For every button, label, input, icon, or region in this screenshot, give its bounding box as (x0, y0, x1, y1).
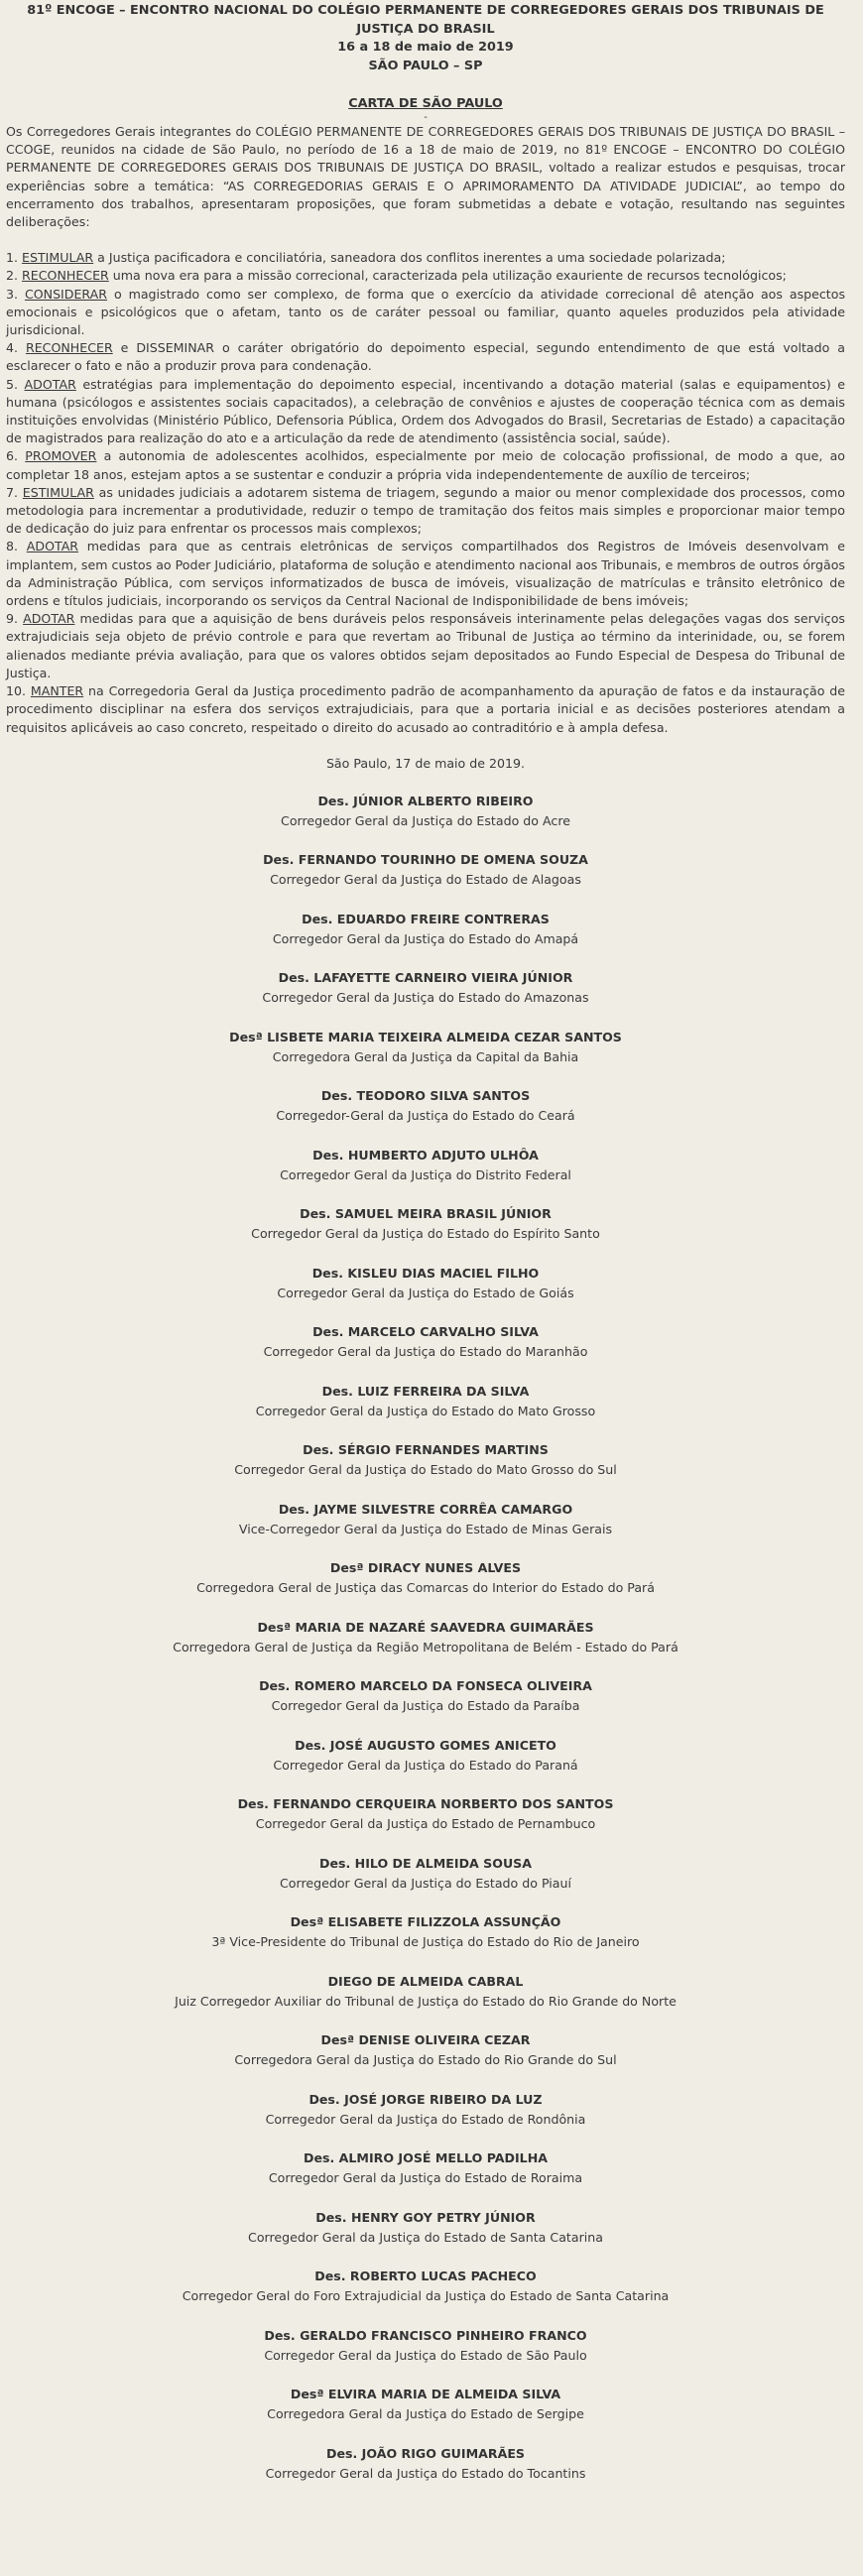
signatory-role: Corregedor Geral da Justiça do Estado do Amapá (272, 930, 579, 946)
signatory-block (6, 1264, 845, 1303)
deliberation-item (6, 286, 845, 340)
signatory-role: Corregedor Geral da Justiça do Estado de São Paulo (264, 2347, 587, 2363)
signatory-name: Des. JÚNIOR ALBERTO RIBEIRO (317, 793, 534, 808)
item-verb: PROMOVER (25, 448, 97, 464)
header-location: SÃO PAULO – SP (368, 58, 483, 73)
signature-date: São Paulo, 17 de maio de 2019. (325, 755, 526, 771)
signatory-role: Corregedora Geral da Justiça do Estado de Sergipe (267, 2406, 584, 2422)
deliberation-item (6, 538, 845, 610)
signatory-role: Corregedor Geral da Justiça do Estado do Tocantins (265, 2465, 586, 2481)
intro-paragraph: Os Corregedores Gerais integrantes do COLÉGIO PERMANENTE DE CORREGEDORES GERAIS DOS TRIBUNAIS DE JUSTIÇA DO BRASIL – CCOGE, reunidos na cidade de São Paulo, no período de 16 a 18 de maio de 2019, no 81º ENCOGE – ENCONTRO DO COLÉGIO PERMANENTE DE CORREGEDORES GERAIS DOS TRIBUNAIS DE JUSTIÇA DO BRASIL, voltado a realizar estudos e pesquisas, trocar experiências sobre a temática: “AS CORREGEDORIAS GERAIS E O APRIMORAMENTO DA ATIVIDADE JUDICIAL”, ao tempo do encerramento dos trabalhos, apresentaram proposições, que foram submetidas a debate e votação, resultando nas seguintes deliberações: (6, 124, 845, 230)
item-text: medidas para que as centrais eletrônicas de serviços compartilhados dos Registros de Imóveis desenvolvam e implantem, sem custos ao Poder Judiciário, plataforma de solução e atendimento nacional aos Tribunais, e membros de outros órgãos da Administração Pública, com serviços informatizados de busca de imóveis, visualização de matrículas e trânsito eletrônico de ordens e títulos judiciais, incorporando os serviços da Central Nacional de Indisponibilidade de bens imóveis; (6, 539, 845, 609)
signatory-role: Juiz Corregedor Auxiliar do Tribunal de Justiça do Estado do Rio Grande do Norte (175, 1993, 677, 2009)
item-text: medidas para que a aquisição de bens duráveis pelos responsáveis interinamente pelas delegações vagas dos serviços extrajudiciais seja objeto de prévio controle e para que revertam ao Tribunal de Justiça ao término da interinidade, ou, se forem alienados mediante prévia avaliação, para que os valores obtidos sejam depositados ao Fundo Especial de Despesa do Tribunal de Justiça. (6, 611, 845, 680)
signatory-name: Des. EDUARDO FREIRE CONTRERAS (302, 911, 550, 926)
signatory-role: Corregedor Geral da Justiça do Estado de Goiás (277, 1285, 574, 1300)
signatory-block (6, 1558, 845, 1598)
signatory-role: Corregedor Geral da Justiça do Distrito Federal (280, 1166, 571, 1182)
signatory-block (6, 910, 845, 949)
item-text: uma nova era para a missão correcional, caracterizada pela utilização exauriente de recursos tecnológicos; (108, 268, 787, 284)
document-title: CARTA DE SÃO PAULO (348, 96, 503, 111)
signatory-block (6, 1204, 845, 1244)
item-number: 1. (6, 250, 23, 266)
signatory-name: Des. TEODORO SILVA SANTOS (320, 1088, 531, 1104)
signatory-block (6, 2030, 845, 2070)
deliberations-list (6, 249, 845, 736)
signatory-block (6, 1618, 845, 1657)
deliberation-item (6, 682, 845, 737)
signatory-name: Des. KISLEU DIAS MACIEL FILHO (311, 1265, 540, 1281)
item-text: a autonomia de adolescentes acolhidos, especialmente por meio de colocação profissional, de modo a que, ao completar 18 anos, estejam aptos a se sustentar e conduzir a própria vida independentemente de auxílio de terceiros; (6, 448, 845, 482)
signatory-block (6, 1912, 845, 1952)
signatory-block (6, 2267, 845, 2306)
deliberation-item (6, 376, 845, 448)
item-verb: ADOTAR (23, 611, 75, 627)
signatory-role: Corregedor Geral da Justiça do Estado do Espírito Santo (251, 1226, 600, 1242)
signatory-name: Des. FERNANDO TOURINHO DE OMENA SOUZA (263, 852, 588, 868)
signatory-role: Corregedora Geral da Justiça do Estado do Rio Grande do Sul (234, 2052, 617, 2068)
signatory-block (6, 1440, 845, 1480)
signatory-name: Des. ALMIRO JOSÉ MELLO PADILHA (304, 2150, 548, 2166)
signatory-name: Des. GERALDO FRANCISCO PINHEIRO FRANCO (264, 2327, 587, 2343)
signatory-role: Corregedora Geral da Justiça da Capital da Bahia (272, 1048, 579, 1064)
item-number: 9. (6, 611, 24, 627)
item-number: 7. (6, 484, 23, 500)
deliberation-item (6, 610, 845, 682)
item-verb: RECONHECER (22, 268, 109, 284)
signatory-block (6, 1676, 845, 1716)
item-text: e DISSEMINAR o caráter obrigatório do depoimento especial, segundo entendimento de que está voltado a esclarecer o fato e não a produzir prova para condenação. (6, 340, 845, 374)
document-header (6, 0, 845, 75)
item-verb: ADOTAR (26, 539, 79, 554)
deliberation-item (6, 249, 845, 267)
item-number: 10. (6, 683, 31, 699)
signatory-name: Des. JOSÉ AUGUSTO GOMES ANICETO (295, 1737, 556, 1753)
signatory-block (6, 792, 845, 831)
signatory-name: Des. ROMERO MARCELO DA FONSECA OLIVEIRA (259, 1678, 592, 1694)
signatory-role: Corregedor-Geral da Justiça do Estado do Ceará (276, 1108, 575, 1124)
item-verb: ADOTAR (24, 376, 76, 392)
signatory-name: Des. SÉRGIO FERNANDES MARTINS (303, 1442, 549, 1458)
item-text: estratégias para implementação do depoimento especial, incentivando a dotação material (salas e equipamentos) e humana (psicólogos e assistentes sociais capacitados), a celebração de convênios e ajustes de cooperação técnica com as demais instituições envolvidas (Ministério Público, Defensoria Pública, Ordem dos Advogados do Brasil, Secretarias de Estado) a capacitação de magistrados para realização do ato e a articulação da rede de atendimento (assistência social, saúde). (6, 376, 845, 446)
signatory-name: Des. JOÃO RIGO GUIMARÃES (325, 2445, 525, 2461)
signatory-role: Corregedor Geral da Justiça do Estado do Acre (281, 812, 570, 828)
item-text: as unidades judiciais a adotarem sistema de triagem, segundo a maior ou menor complexidade dos processos, como metodologia para incrementar a produtividade, reduzir o tempo de tramitação dos feitos mais simples e proporcionar maior tempo de dedicação do juiz para enfrentar os processos mais complexos; (6, 484, 845, 537)
signatory-role: Corregedora Geral de Justiça da Região Metropolitana de Belém - Estado do Pará (173, 1639, 678, 1655)
signatory-name: Des. LUIZ FERREIRA DA SILVA (321, 1383, 530, 1399)
signatory-block (6, 1086, 845, 1126)
item-text: o magistrado como ser complexo, de forma que o exercício da atividade correcional dê atenção aos aspectos emocionais e psicológicos que o afetam, tanto os de caráter pessoal ou familiar, quanto aqueles produzidos pela atividade jurisdicional. (6, 286, 846, 338)
signatories-list (6, 792, 845, 2484)
signatory-role: Corregedor Geral da Justiça do Estado do Mato Grosso (255, 1403, 596, 1418)
item-verb: CONSIDERAR (24, 286, 108, 302)
signatory-block (6, 1322, 845, 1362)
signatory-block (6, 2385, 845, 2424)
signatory-name: DIEGO DE ALMEIDA CABRAL (327, 1973, 524, 1989)
signatory-name: Des. JAYME SILVESTRE CORRÊA CAMARGO (278, 1501, 573, 1517)
signatory-block (6, 1854, 845, 1894)
item-text: na Corregedoria Geral da Justiça procedimento padrão de acompanhamento da apuração de fatos e da instauração de procedimento disciplinar na esfera dos serviços extrajudiciais, para que a portaria inicial e as decisões posteriores atendam a requisitos aplicáveis ao caso concreto, respeitado o direito do acusado ao contraditório e à ampla defesa. (6, 683, 845, 735)
deliberation-item (6, 447, 845, 483)
signatory-role: Corregedor Geral da Justiça do Estado de Rondônia (265, 2111, 586, 2127)
deliberation-item (6, 339, 845, 375)
signatory-name: Desª DIRACY NUNES ALVES (329, 1560, 522, 1576)
signatory-name: Desª ELISABETE FILIZZOLA ASSUNÇÃO (290, 1914, 561, 1930)
signatory-name: Des. MARCELO CARVALHO SILVA (312, 1324, 539, 1340)
signatory-name: Des. HENRY GOY PETRY JÚNIOR (315, 2209, 536, 2225)
signatory-name: Desª MARIA DE NAZARÉ SAAVEDRA GUIMARÃES (257, 1619, 594, 1635)
signatory-block (6, 1028, 845, 1067)
item-verb: MANTER (30, 683, 84, 699)
signatory-role: 3ª Vice-Presidente do Tribunal de Justiça do Estado do Rio de Janeiro (211, 1934, 640, 1950)
signatory-block (6, 2444, 845, 2484)
signatory-block (6, 850, 845, 890)
item-number: 5. (6, 376, 25, 392)
item-verb: ESTIMULAR (22, 484, 94, 500)
signatory-name: Desª LISBETE MARIA TEIXEIRA ALMEIDA CEZAR SANTOS (229, 1029, 622, 1044)
signatory-block (6, 1736, 845, 1776)
signatory-role: Corregedor Geral do Foro Extrajudicial da Justiça do Estado de Santa Catarina (182, 2288, 670, 2304)
signatory-role: Corregedor Geral da Justiça do Estado de Alagoas (270, 872, 581, 888)
item-verb: RECONHECER (25, 340, 113, 356)
deliberation-item (6, 267, 845, 285)
signatory-block (6, 2148, 845, 2188)
signatory-role: Corregedor Geral da Justiça do Estado de Pernambuco (255, 1816, 596, 1832)
item-number: 2. (6, 268, 23, 284)
signatory-role: Corregedor Geral da Justiça do Estado do Piauí (280, 1875, 571, 1891)
item-number: 8. (6, 539, 27, 554)
signatory-block (6, 1500, 845, 1539)
signatory-role: Corregedor Geral da Justiça do Estado do Mato Grosso do Sul (234, 1462, 617, 1478)
signatory-role: Vice-Corregedor Geral da Justiça do Estado de Minas Gerais (238, 1521, 613, 1536)
signatory-name: Des. HUMBERTO ADJUTO ULHÔA (312, 1147, 539, 1163)
signatory-block (6, 1382, 845, 1421)
signatory-name: Des. FERNANDO CERQUEIRA NORBERTO DOS SANTOS (237, 1796, 614, 1812)
signatory-name: Des. HILO DE ALMEIDA SOUSA (319, 1855, 532, 1871)
deliberation-item (6, 484, 845, 539)
signatory-block (6, 1146, 845, 1185)
signatory-role: Corregedor Geral da Justiça do Estado do Paraná (273, 1757, 578, 1773)
signatory-role: Corregedora Geral de Justiça das Comarcas do Interior do Estado do Pará (196, 1580, 655, 1596)
signatory-block (6, 968, 845, 1008)
signatory-block (6, 1972, 845, 2012)
item-verb: ESTIMULAR (22, 250, 94, 266)
signatory-block (6, 2090, 845, 2130)
item-number: 6. (6, 448, 26, 464)
signatory-name: Desª DENISE OLIVEIRA CEZAR (320, 2032, 531, 2048)
signatory-block (6, 2326, 845, 2366)
signatory-role: Corregedor Geral da Justiça do Estado do Maranhão (263, 1344, 588, 1360)
signatory-name: Desª ELVIRA MARIA DE ALMEIDA SILVA (290, 2387, 561, 2402)
signatory-block (6, 1794, 845, 1834)
signatory-name: Des. LAFAYETTE CARNEIRO VIEIRA JÚNIOR (278, 970, 573, 986)
signatory-role: Corregedor Geral da Justiça do Estado do Amazonas (262, 990, 589, 1006)
signatory-name: Des. ROBERTO LUCAS PACHECO (314, 2269, 537, 2284)
title-separator: - (424, 112, 428, 123)
signatory-role: Corregedor Geral da Justiça do Estado da Paraíba (271, 1698, 580, 1714)
header-dates: 16 a 18 de maio de 2019 (337, 40, 514, 55)
item-text: a Justiça pacificadora e conciliatória, saneadora dos conflitos inerentes a uma sociedade polarizada; (93, 250, 726, 266)
signatory-block (6, 2208, 845, 2248)
header-event-title: 81º ENCOGE – ENCONTRO NACIONAL DO COLÉGIO PERMANENTE DE CORREGEDORES GERAIS DOS TRIBUNAIS DE JUSTIÇA DO BRASIL (27, 3, 824, 37)
signatory-name: Des. JOSÉ JORGE RIBEIRO DA LUZ (308, 2091, 543, 2107)
item-number: 3. (6, 286, 25, 302)
signatory-role: Corregedor Geral da Justiça do Estado de Roraima (268, 2170, 583, 2186)
signatory-name: Des. SAMUEL MEIRA BRASIL JÚNIOR (300, 1206, 552, 1222)
signatory-role: Corregedor Geral da Justiça do Estado de Santa Catarina (248, 2229, 603, 2245)
item-number: 4. (6, 340, 26, 356)
